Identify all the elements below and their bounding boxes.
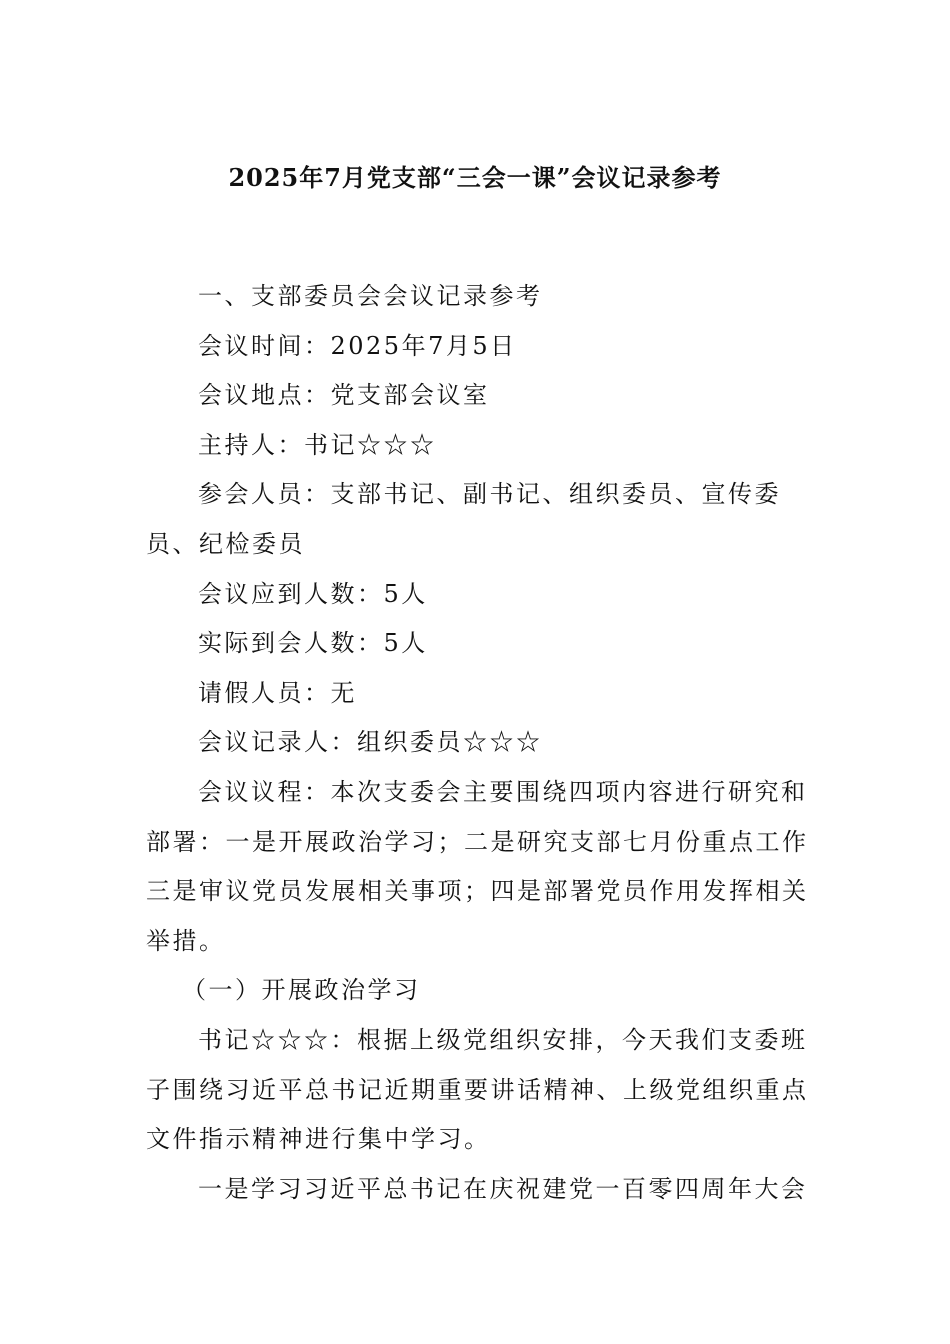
meeting-attendees: 参会人员：支部书记、副书记、组织委员、宣传委员、纪检委员 — [146, 480, 781, 558]
expected-attendance: 会议应到人数：5人 — [198, 579, 428, 608]
absentees: 请假人员：无 — [198, 678, 357, 707]
document-body — [146, 272, 816, 1214]
subsection-heading: （一）开展政治学习 — [182, 976, 421, 1005]
meeting-recorder: 会议记录人：组织委员☆☆☆ — [198, 728, 543, 757]
meeting-location: 会议地点：党支部会议室 — [198, 381, 490, 410]
meeting-time: 会议时间：2025年7月5日 — [198, 331, 517, 360]
study-item-paragraph: 一是学习习近平总书记在庆祝建党一百零四周年大会 — [198, 1174, 808, 1203]
document-title: 2025年7月党支部“三会一课”会议记录参考 — [228, 163, 722, 192]
section-heading: 一、支部委员会会议记录参考 — [198, 282, 543, 310]
meeting-host: 主持人：书记☆☆☆ — [198, 430, 437, 459]
meeting-agenda: 会议议程：本次支委会主要围绕四项内容进行研究和部署：一是开展政治学习；二是研究支部七月份重点工作三是审议党员发展相关事项；四是部署党员作用发挥相关举措。 — [146, 777, 809, 955]
secretary-remarks: 书记☆☆☆：根据上级党组织安排，今天我们支委班子围绕习近平总书记近期重要讲话精神、上级党组织重点文件指示精神进行集中学习。 — [146, 1025, 809, 1154]
actual-attendance: 实际到会人数：5人 — [198, 629, 428, 658]
